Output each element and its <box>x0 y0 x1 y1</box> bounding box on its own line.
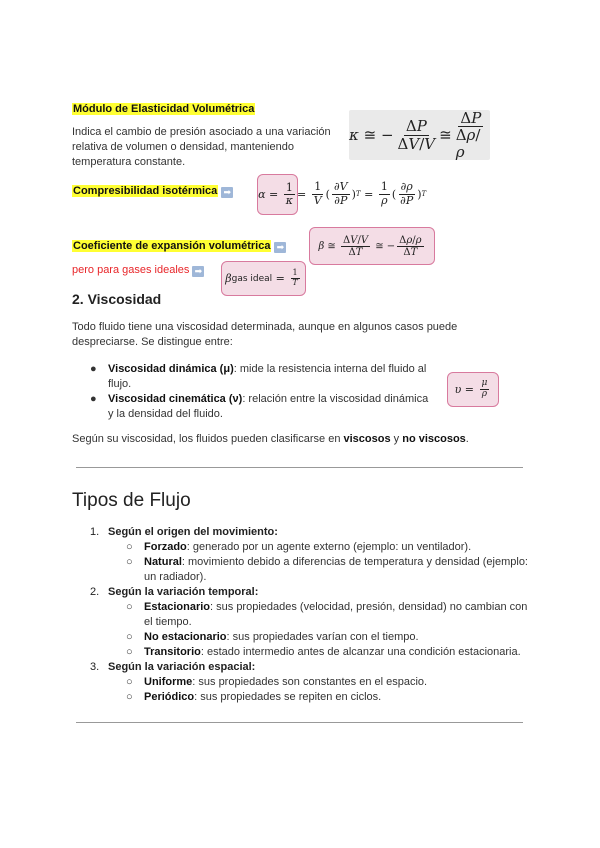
viscosity-heading: 2. Viscosidad <box>72 291 162 307</box>
divider <box>76 467 523 468</box>
bulk-modulus-text: Indica el cambio de presión asociado a una variación relativa de volumen o densidad, manteniendo temperatura constante. <box>72 126 331 168</box>
list-item: ○ Periódico: sus propiedades se repiten en ciclos. <box>126 691 382 703</box>
bulk-modulus-equation: κ ≅ − $\frac{\Delta P}{\Delta V/V}$ ≅ $\frac{\Delta P}{\Delta\rho/\rho}$ <box>349 110 490 160</box>
flow-types-list <box>90 525 530 705</box>
flow-types-title: Tipos de Flujo <box>72 490 191 511</box>
expansion-heading: Coeficiente de expansión volumétrica ➡ <box>72 236 286 254</box>
list-item: 1. Según el origen del movimiento: <box>90 526 278 538</box>
list-item: ● Viscosidad dinámica (μ): mide la resistencia interna del fluido al flujo. <box>90 363 427 390</box>
compressibility-alpha-equation: α = $\frac{1}{\kappa}$ <box>257 174 298 215</box>
arrow-right-icon: ➡ <box>274 242 286 253</box>
list-item: ○ Forzado: generado por un agente externo (ejemplo: un ventilador). <box>126 541 472 553</box>
compressibility-heading: Compresibilidad isotérmica ➡ <box>72 181 233 199</box>
viscosity-intro: Todo fluido tiene una viscosidad determinada, aunque en algunos casos puede despreciarse. Se distingue entre: <box>72 321 458 348</box>
list-item: ○ Uniforme: sus propiedades son constantes en el espacio. <box>126 676 428 688</box>
list-item: 3. Según la variación espacial: <box>90 661 256 673</box>
viscosity-classification: Según su viscosidad, los fluidos pueden clasificarse en viscosos y no viscosos. <box>72 433 469 445</box>
list-item: ○ Transitorio: estado intermedio antes de alcanzar una condición estacionaria. <box>126 646 521 658</box>
ideal-gas-beta-equation: β gas ideal = $\frac{1}{T}$ <box>221 261 306 296</box>
arrow-right-icon: ➡ <box>192 266 204 277</box>
list-item: 2. Según la variación temporal: <box>90 586 259 598</box>
kinematic-viscosity-equation: υ = $\frac{\mu}{\rho}$ <box>447 372 499 407</box>
list-item: ○ Natural: movimiento debido a diferencias de temperatura y densidad (ejemplo: un radiador). <box>126 556 528 583</box>
compressibility-derivative-equation: = $\frac{1}{V}$ ( $\frac{\partial V}{\partial P}$ ) T = $\frac{1}{\rho}$ ( $\frac{\partial\rho}{\partial P}$ ) T <box>297 180 427 207</box>
divider <box>76 722 523 723</box>
viscosity-list <box>90 362 435 422</box>
list-item: ● Viscosidad cinemática (ν): relación entre la viscosidad dinámica y la densidad del fluido. <box>90 393 429 420</box>
expansion-beta-equation: β ≅ $\frac{\Delta V/V}{\Delta T}$ ≅ − $\frac{\Delta\rho/\rho}{\Delta T}$ <box>309 227 435 265</box>
list-item: ○ No estacionario: sus propiedades varían con el tiempo. <box>126 631 419 643</box>
arrow-right-icon: ➡ <box>221 187 233 198</box>
ideal-gas-note: pero para gases ideales ➡ <box>72 264 204 277</box>
list-item: ○ Estacionario: sus propiedades (velocidad, presión, densidad) no cambian con el tiempo. <box>126 601 528 628</box>
bulk-modulus-heading: Módulo de Elasticidad Volumétrica <box>73 103 255 115</box>
